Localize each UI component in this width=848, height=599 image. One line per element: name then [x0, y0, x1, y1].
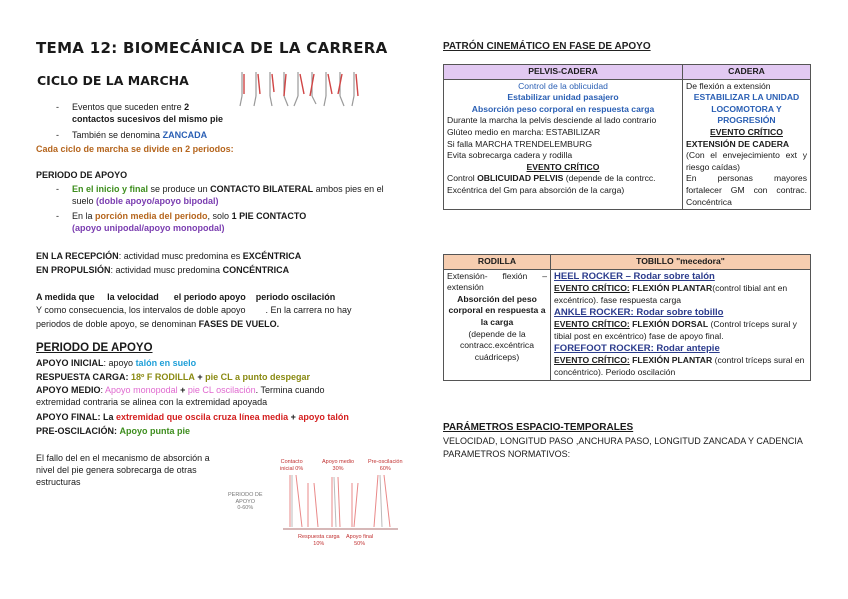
apoyo-medio-line: APOYO MEDIO: Apoyo monopodal + pie CL oscilación. Termina cuando extremidad contraria se alinea con la extremidad apoyada: [36, 385, 325, 408]
periodo-bullet-1: - En el inicio y final se produce un CONTACTO BILATERAL ambos pies en el suelo (doble apoyo/apoyo bipodal): [56, 184, 384, 207]
pre-oscilacion-line: PRE-OSCILACIÓN: Apoyo punta pie: [36, 426, 191, 436]
respuesta-carga-line: RESPUESTA CARGA: 18º F RODILLA + pie CL a punto despegar: [36, 372, 310, 382]
ciclo-bullet-1: - Eventos que suceden entre 2 contactos sucesivos del mismo pie: [56, 102, 224, 125]
cadera-cell: De flexión a extensión ESTABILIZAR LA UNIDAD LOCOMOTORA Y PROGRESIÓN EVENTO CRÍTICO EXTENSIÓN DE CADERA (Con el envejecimiento ext y riesgo caídas) En personas mayores fortalecer GM con contrac. Concéntrica: [683, 79, 811, 210]
apoyo-final-line: APOYO FINAL: La extremidad que oscila cruza línea media + apoyo talón: [36, 412, 349, 422]
patron-table: [443, 64, 811, 210]
col-tobillo: TOBILLO "mecedora": [551, 255, 811, 270]
velocidad-line-1: A medida que la velocidad el periodo apoyo periodo oscilación: [36, 292, 336, 302]
parametros-heading: PARÁMETROS ESPACIO-TEMPORALES: [443, 422, 634, 433]
rodilla-tobillo-table: [443, 254, 811, 381]
page-title: TEMA 12: BIOMECÁNICA DE LA CARRERA: [36, 39, 388, 57]
patron-heading: PATRÓN CINEMÁTICO EN FASE DE APOYO: [443, 41, 651, 52]
parametros-line-1: VELOCIDAD, LONGITUD PASO ,ANCHURA PASO, LONGITUD ZANCADA Y CADENCIA: [443, 436, 803, 446]
propulsion-line: EN PROPULSIÓN: actividad musc predomina CONCÉNTRICA: [36, 265, 290, 275]
ciclo-heading: CICLO DE LA MARCHA: [37, 73, 189, 88]
label-apoyo-final: Apoyo final 50%: [346, 534, 374, 547]
label-periodo-apoyo: PERIODO DE APOYO 0-60%: [228, 492, 263, 512]
periodo-heading: PERIODO DE APOYO: [36, 170, 128, 180]
stance-phase-diagram: [228, 455, 418, 555]
gait-cycle-figure: [236, 70, 364, 108]
label-apoyo-medio: Apoyo medio 30%: [322, 459, 355, 472]
fallo-paragraph: El fallo del en el mecanismo de absorción a nivel del pie genera sobrecarga de otras estructuras: [36, 453, 210, 488]
periodo-bullet-2: - En la porción media del periodo, solo 1 PIE CONTACTO (apoyo unipodal/apoyo monopodal): [56, 211, 307, 234]
tobillo-cell: HEEL ROCKER – Rodar sobre talón EVENTO CRÍTICO: FLEXIÓN PLANTAR(control tibial ant en excéntrico). fase respuesta carga ANKLE ROCKER: Rodar sobre tobillo EVENTO CRÍTICO: FLEXIÓN DORSAL (Control tríceps sural y tibial post en excéntrico) fase de apoyo final. FOREFOOT ROCKER: Rodar antepie EVENTO CRÍTICO: FLEXIÓN PLANTAR (control tríceps sural en concéntrico). Periodo oscilación: [551, 269, 811, 380]
ciclo-divide-text: Cada ciclo de marcha se divide en 2 periodos:: [36, 144, 234, 154]
pelvis-cadera-cell: Control de la oblicuidad Estabilizar unidad pasajero Absorción peso corporal en respuesta carga Durante la marcha la pelvis desciende al lado contrario Glúteo medio en marcha: ESTABILIZAR Si falla MARCHA TRENDELEMBURG Evita sobrecarga cadera y rodilla EVENTO CRÍTICO Control OBLICUIDAD PELVIS (depende de la contrcc. Excéntrica del Gm para absorción de la carga): [444, 79, 683, 210]
label-pre-oscilacion: Pre-oscilación 60%: [368, 459, 403, 472]
apoyo-inicial-line: APOYO INICIAL: apoyo talón en suelo: [36, 358, 197, 368]
velocidad-line-3: periodos de doble apoyo, se denominan FASES DE VUELO.: [36, 319, 280, 329]
col-pelvis-cadera: PELVIS-CADERA: [444, 65, 683, 80]
col-cadera: CADERA: [683, 65, 811, 80]
label-contacto-inicial: Contacto inicial 0%: [280, 459, 304, 472]
rodilla-cell: Extensión- flexión – extensión Absorción del peso corporal en respuesta a la carga (depende de la contracc.excéntrica cuádriceps): [444, 269, 551, 380]
parametros-line-2: PARAMETROS NORMATIVOS:: [443, 449, 571, 459]
label-respuesta-carga: Respuesta carga 10%: [298, 534, 340, 547]
ciclo-bullet-2: - También se denomina ZANCADA: [56, 130, 208, 140]
velocidad-line-2: Y como consecuencia, los intervalos de doble apoyo . En la carrera no hay: [36, 305, 352, 315]
recepcion-line: EN LA RECEPCIÓN: actividad musc predomina es EXCÉNTRICA: [36, 251, 302, 261]
col-rodilla: RODILLA: [444, 255, 551, 270]
periodo-apoyo-heading: PERIODO DE APOYO: [36, 342, 153, 354]
